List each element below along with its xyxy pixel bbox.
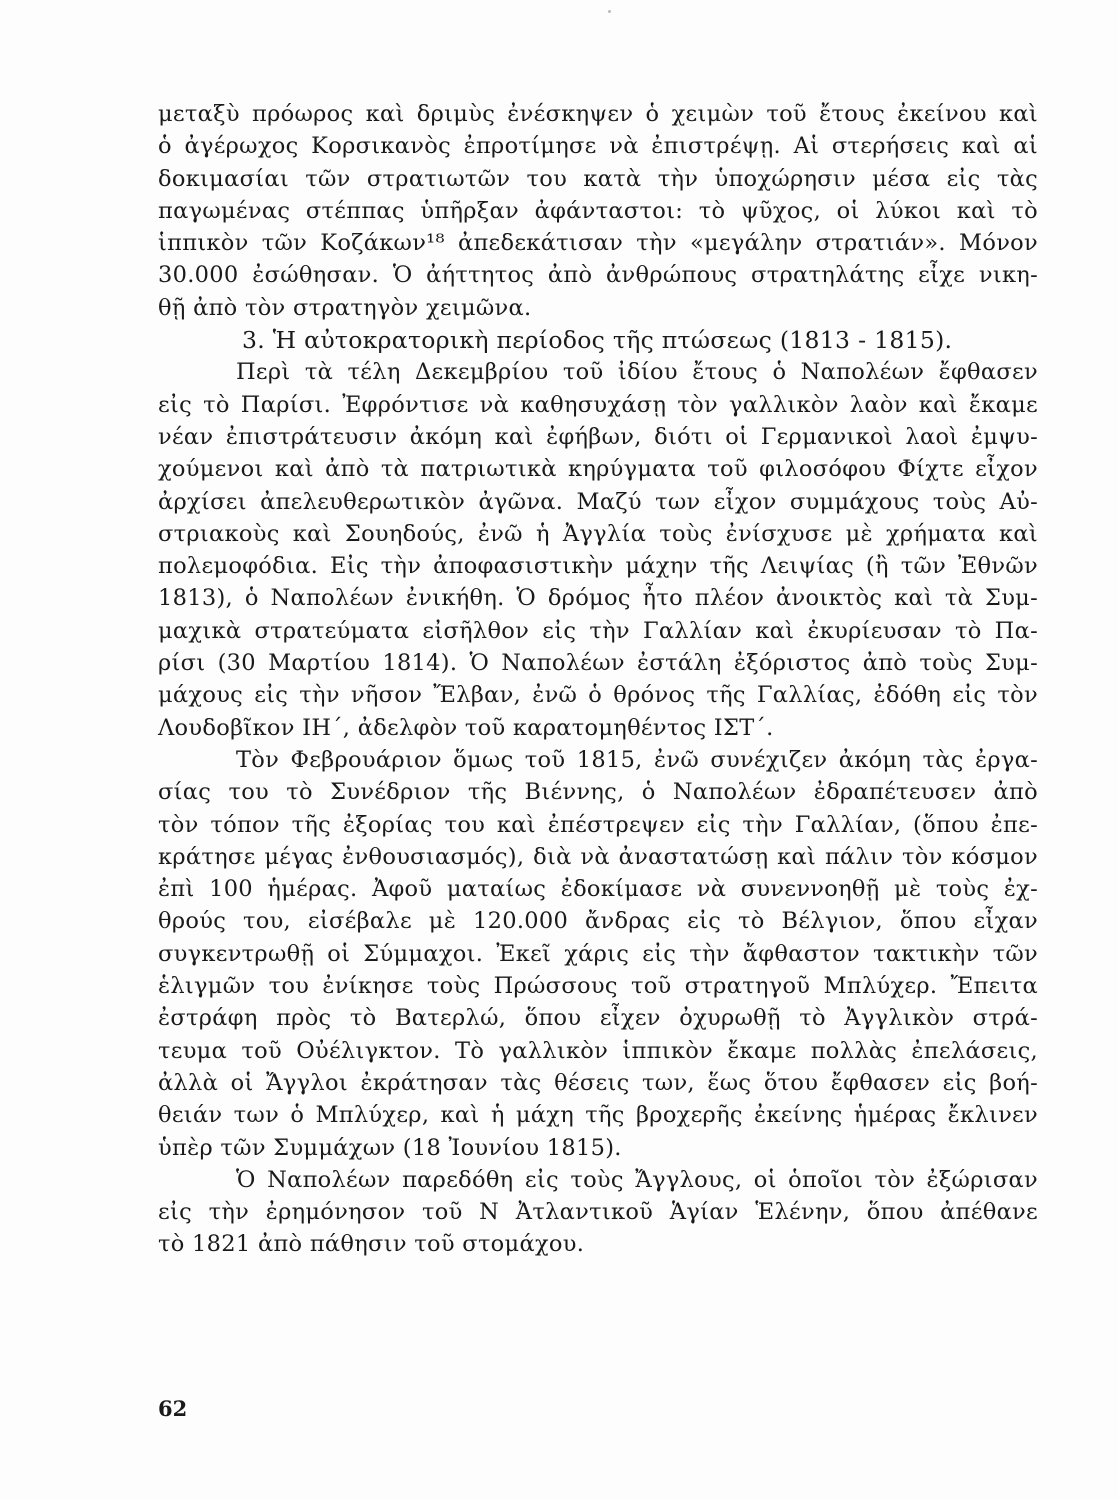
text-line: ἐπὶ 100 ἡμέρας. Ἀφοῦ ματαίως ἐδοκίμασε νὰ συνεννοηθῇ μὲ τοὺς ἐχ- <box>158 876 1038 903</box>
text-line: νέαν ἐπιστράτευσιν ἀκόμη καὶ ἐφήβων, διότι οἱ Γερμανικοὶ λαοὶ ἐμψυ- <box>158 423 1038 450</box>
text-line: ὑπὲρ τῶν Συμμάχων (18 Ἰουνίου 1815). <box>158 1134 622 1161</box>
text-line: συγκεντρωθῇ οἱ Σύμμαχοι. Ἐκεῖ χάρις εἰς τὴν ἄφθαστον τακτικὴν τῶν <box>158 940 1038 967</box>
text-line: μάχους εἰς τὴν νῆσον Ἔλβαν, ἐνῶ ὁ θρόνος τῆς Γαλλίας, ἐδόθη εἰς τὸν <box>158 682 1038 709</box>
text-line: Λουδοβῖκον ΙΗ΄, ἀδελφὸν τοῦ καρατομηθέντος ΙΣΤ΄. <box>158 714 774 741</box>
text-line: Περὶ τὰ τέλη Δεκεμβρίου τοῦ ἰδίου ἔτους ὁ Ναπολέων ἔφθασεν <box>236 359 1038 386</box>
text-line: ἑλιγμῶν του ἐνίκησε τοὺς Πρώσσους τοῦ στρατηγοῦ Μπλύχερ. Ἔπειτα <box>158 973 1038 1000</box>
text-line: μαχικὰ στρατεύματα εἰσῆλθον εἰς τὴν Γαλλίαν καὶ ἐκυρίευσαν τὸ Πα- <box>158 617 1038 644</box>
text-line: δοκιμασίαι τῶν στρατιωτῶν του κατὰ τὴν ὑποχώρησιν μέσα εἰς τὰς <box>158 165 1038 192</box>
text-line: 1813), ὁ Ναπολέων ἐνικήθη. Ὁ δρόμος ἦτο πλέον ἀνοικτὸς καὶ τὰ Συμ- <box>158 585 1038 612</box>
text-line: χούμενοι καὶ ἀπὸ τὰ πατριωτικὰ κηρύγματα τοῦ φιλοσόφου Φίχτε εἶχον <box>158 456 1038 483</box>
text-line: εἰς τὴν ἐρημόνησον τοῦ Ν Ἀτλαντικοῦ Ἁγίαν Ἑλένην, ὅπου ἀπέθανε <box>158 1199 1038 1226</box>
text-line: παγωμένας στέππας ὑπῆρξαν ἀφάνταστοι: τὸ ψῦχος, οἱ λύκοι καὶ τὸ <box>158 197 1038 224</box>
text-line: θῇ ἀπὸ τὸν στρατηγὸν χειμῶνα. <box>158 294 532 321</box>
text-line: 3. Ἡ αὐτοκρατορικὴ περίοδος τῆς πτώσεως (1813 - 1815). <box>242 326 953 355</box>
text-line: τὸ 1821 ἀπὸ πάθησιν τοῦ στομάχου. <box>158 1231 585 1258</box>
text-line: θρούς του, εἰσέβαλε μὲ 120.000 ἄνδρας εἰς τὸ Βέλγιον, ὅπου εἶχαν <box>158 908 1038 935</box>
text-line: κράτησε μέγας ἐνθουσιασμός), διὰ νὰ ἀναστατώσῃ καὶ πάλιν τὸν κόσμον <box>158 843 1038 870</box>
text-line: εἰς τὸ Παρίσι. Ἐφρόντισε νὰ καθησυχάσῃ τὸν γαλλικὸν λαὸν καὶ ἔκαμε <box>158 391 1038 418</box>
text-line: Ὁ Ναπολέων παρεδόθη εἰς τοὺς Ἄγγλους, οἱ ὁποῖοι τὸν ἐξώρισαν <box>236 1166 1038 1193</box>
text-line: ἀλλὰ οἱ Ἄγγλοι ἐκράτησαν τὰς θέσεις των, ἕως ὅτου ἔφθασεν εἰς βοή- <box>158 1069 1038 1096</box>
text-line: σίας του τὸ Συνέδριον τῆς Βιέννης, ὁ Ναπολέων ἐδραπέτευσεν ἀπὸ <box>158 779 1038 806</box>
text-line: ἀρχίσει ἀπελευθερωτικὸν ἀγῶνα. Μαζύ των εἶχον συμμάχους τοὺς Αὐ- <box>158 488 1038 515</box>
text-line: τὸν τόπον τῆς ἐξορίας του καὶ ἐπέστρεψεν εἰς τὴν Γαλλίαν, (ὅπου ἐπε- <box>158 811 1038 838</box>
text-line: ἐστράφη πρὸς τὸ Βατερλώ, ὅπου εἶχεν ὀχυρωθῇ τὸ Ἀγγλικὸν στρά- <box>158 1005 1038 1032</box>
text-line: πολεμοφόδια. Εἰς τὴν ἀποφασιστικὴν μάχην τῆς Λειψίας (ἢ τῶν Ἐθνῶν <box>158 553 1038 580</box>
text-line: στριακοὺς καὶ Σουηδούς, ἐνῶ ἡ Ἀγγλία τοὺς ἐνίσχυσε μὲ χρήματα καὶ <box>158 520 1038 547</box>
text-line: μεταξὺ πρόωρος καὶ δριμὺς ἐνέσκηψεν ὁ χειμὼν τοῦ ἔτους ἐκείνου καὶ <box>158 101 1038 127</box>
text-line: Τὸν Φεβρουάριον ὅμως τοῦ 1815, ἐνῶ συνέχιζεν ἀκόμη τὰς ἐργα- <box>236 746 1038 773</box>
text-line: τευμα τοῦ Οὐέλιγκτον. Τὸ γαλλικὸν ἱππικὸν ἔκαμε πολλὰς ἐπελάσεις, <box>158 1037 1038 1064</box>
text-line: ὁ ἀγέρωχος Κορσικανὸς ἐπροτίμησε νὰ ἐπιστρέψῃ. Αἱ στερήσεις καὶ αἱ <box>158 133 1038 160</box>
text-line: ἱππικὸν τῶν Κοζάκων¹⁸ ἀπεδεκάτισαν τὴν «μεγάλην στρατιάν». Μόνον <box>158 230 1038 257</box>
body-text <box>158 98 1038 1261</box>
paper-speck <box>608 10 611 13</box>
text-line: 30.000 ἐσώθησαν. Ὁ ἀήττητος ἀπὸ ἀνθρώπους στρατηλάτης εἶχε νικη- <box>158 262 1038 289</box>
text-line: θειάν των ὁ Μπλύχερ, καὶ ἡ μάχη τῆς βροχερῆς ἐκείνης ἡμέρας ἔκλινεν <box>158 1102 1038 1129</box>
page-number: 62 <box>158 1396 188 1421</box>
text-line: ρίσι (30 Μαρτίου 1814). Ὁ Ναπολέων ἐστάλη ἐξόριστος ἀπὸ τοὺς Συμ- <box>158 650 1038 677</box>
